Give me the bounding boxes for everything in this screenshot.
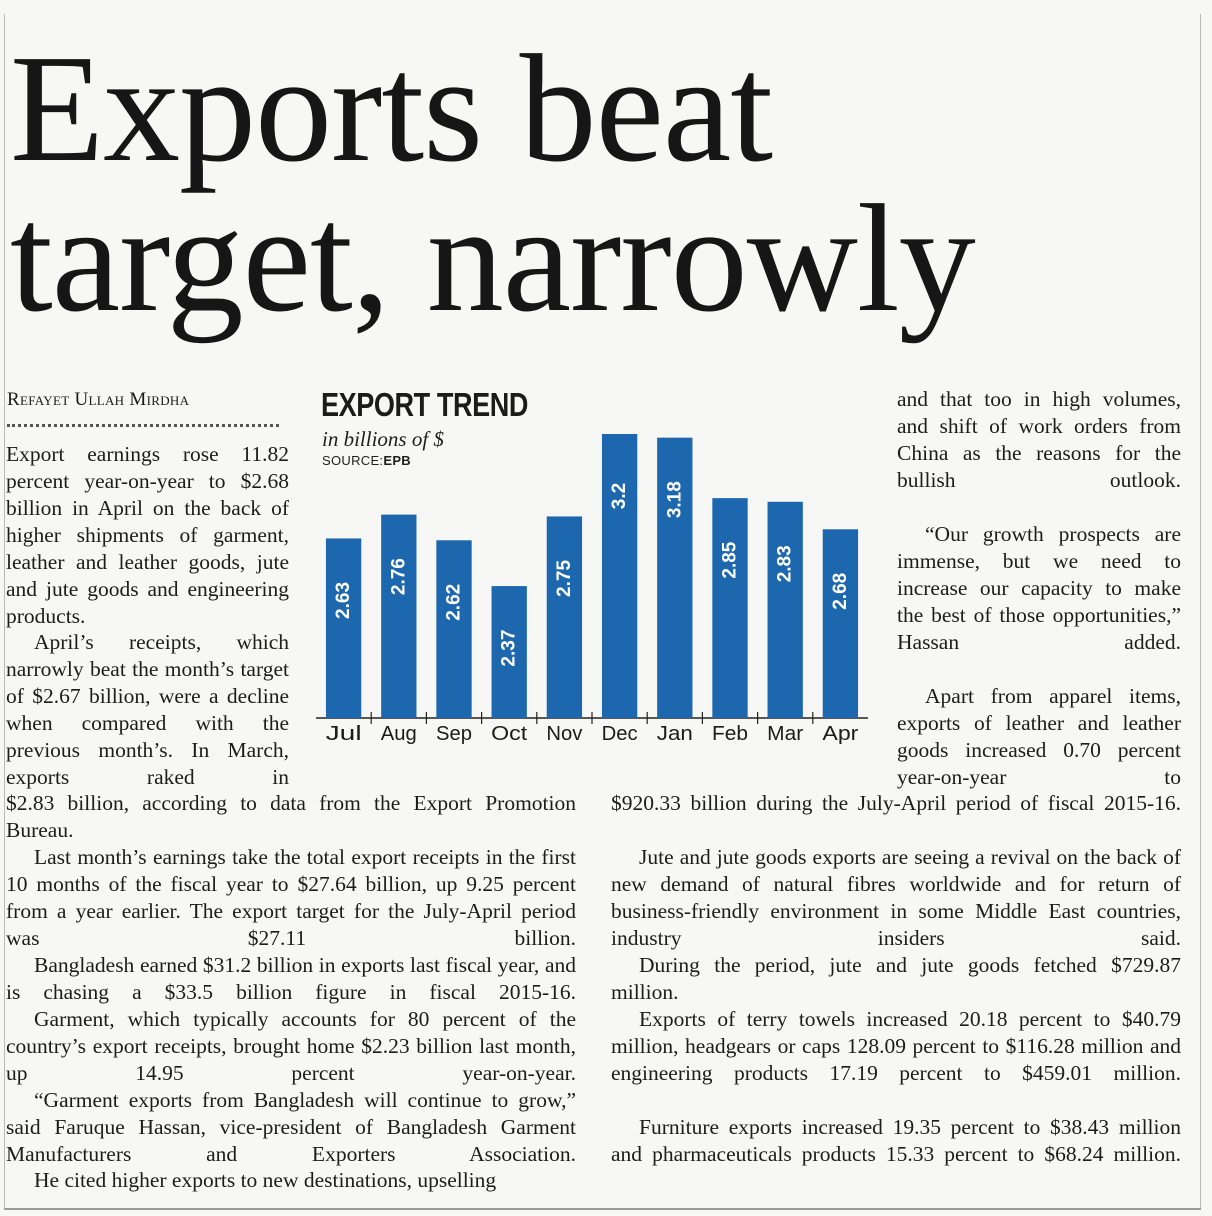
bar-sep <box>436 540 471 718</box>
bar-nov <box>547 516 582 718</box>
x-tick-label: Jan <box>656 723 693 745</box>
x-tick-label: Feb <box>712 723 748 745</box>
paragraph-7: “Garment exports from Bangladesh will continue to grow,” said Faruque Hassan, vice-president of Bangladesh Garment Manufacturers and Exporters Association. <box>6 1088 576 1166</box>
chart-source-name: EPB <box>383 453 411 468</box>
bar-value-label: 2.68 <box>829 572 851 610</box>
right-border-rule <box>1200 14 1201 1210</box>
paragraph-15: Exports of terry towels increased 20.18 percent to $40.79 million, headgears or caps 128.09 percent to $116.28 million and engineering products 17.19 percent to $459.01 million. <box>611 1007 1181 1085</box>
bar-apr <box>823 529 858 718</box>
bar-value-label: 2.63 <box>333 581 355 619</box>
paragraph-5: Bangladesh earned $31.2 billion in exports last fiscal year, and is chasing a $33.5 billion figure in fiscal 2015-16. <box>6 953 576 1004</box>
chart-title: EXPORT TREND <box>321 386 529 423</box>
x-tick-label: Oct <box>491 723 528 745</box>
x-tick-label: Jul <box>325 723 362 745</box>
bar-value-label: 2.62 <box>443 583 465 621</box>
bar-feb <box>712 498 747 718</box>
paragraph-8: He cited higher exports to new destinations, upselling <box>34 1168 497 1192</box>
paragraph-3: $2.83 billion, according to data from the Export Promotion Bureau. <box>6 791 576 842</box>
x-tick-label: Dec <box>601 723 638 745</box>
paragraph-13: Jute and jute goods exports are seeing a revival on the back of new demand of natural fibres worldwide and for return of business-friendly environment in some Middle East countries, industry insiders said. <box>611 845 1181 950</box>
x-tick-label: Sep <box>436 723 472 745</box>
bar-dec <box>602 434 637 718</box>
byline: Refayet Ullah Mirdha <box>7 389 190 410</box>
bar-value-label: 2.83 <box>774 545 796 583</box>
byline-divider <box>7 424 279 427</box>
x-tick-label: Mar <box>767 723 804 745</box>
paragraph-6: Garment, which typically accounts for 80 percent of the country’s export receipts, brought home $2.23 billion last month, up 14.95 percent year-on-year. <box>6 1007 576 1085</box>
x-tick-label: Aug <box>380 723 417 745</box>
paragraph-4: Last month’s earnings take the total export receipts in the first 10 months of the fiscal year to $27.64 billion, up 9.25 percent from a year earlier. The export target for the July-April period was $27.11 billion. <box>6 845 576 950</box>
chart-source-label: SOURCE: <box>322 453 384 468</box>
left-border-rule <box>4 14 5 1210</box>
chart-source <box>322 453 411 468</box>
paragraph-12: $920.33 billion during the July-April period of fiscal 2015-16. <box>611 791 1181 815</box>
bar-jul <box>326 538 361 718</box>
paragraph-9: and that too in high volumes, and shift of work orders from China as the reasons for the bullish outlook. <box>897 387 1181 492</box>
chart-subtitle: in billions of $ <box>322 427 444 451</box>
paragraph-2: April’s receipts, which narrowly beat the month’s target of $2.67 billion, were a decline when compared with the previous month’s. In March, exports raked in <box>6 630 289 789</box>
paragraph-11: Apart from apparel items, exports of leather and leather goods increased 0.70 percent year-on-year to <box>897 684 1181 789</box>
headline-line-1: Exports beat <box>10 24 773 194</box>
paragraph-10: “Our growth prospects are immense, but we need to increase our capacity to make the best of those opportunities,” Hassan added. <box>897 522 1181 654</box>
x-tick-label: Nov <box>546 723 583 745</box>
bar-value-label: 3.2 <box>609 482 631 510</box>
bar-aug <box>381 515 416 718</box>
x-tick-label: Apr <box>822 723 859 745</box>
bar-value-label: 2.85 <box>719 541 741 579</box>
bar-jan <box>657 438 692 718</box>
bar-value-label: 2.75 <box>553 559 575 597</box>
bar-value-label: 2.76 <box>388 558 410 596</box>
paragraph-16: Furniture exports increased 19.35 percent to $38.43 million and pharmaceuticals products 15.33 percent to $68.24 million. <box>611 1115 1181 1166</box>
bottom-border-rule <box>4 1208 1201 1210</box>
paragraph-1: Export earnings rose 11.82 percent year-on-year to $2.68 billion in April on the back of higher shipments of garment, leather and leather goods, jute and jute goods and engineering products. <box>6 442 289 628</box>
bar-value-label: 2.37 <box>498 629 520 667</box>
headline <box>10 24 1195 344</box>
headline-line-2: target, narrowly <box>10 174 975 344</box>
bar-mar <box>768 502 803 718</box>
paragraph-14: During the period, jute and jute goods fetched $729.87 million. <box>611 953 1181 1004</box>
bar-value-label: 3.18 <box>664 481 686 519</box>
export-trend-chart <box>312 420 872 760</box>
